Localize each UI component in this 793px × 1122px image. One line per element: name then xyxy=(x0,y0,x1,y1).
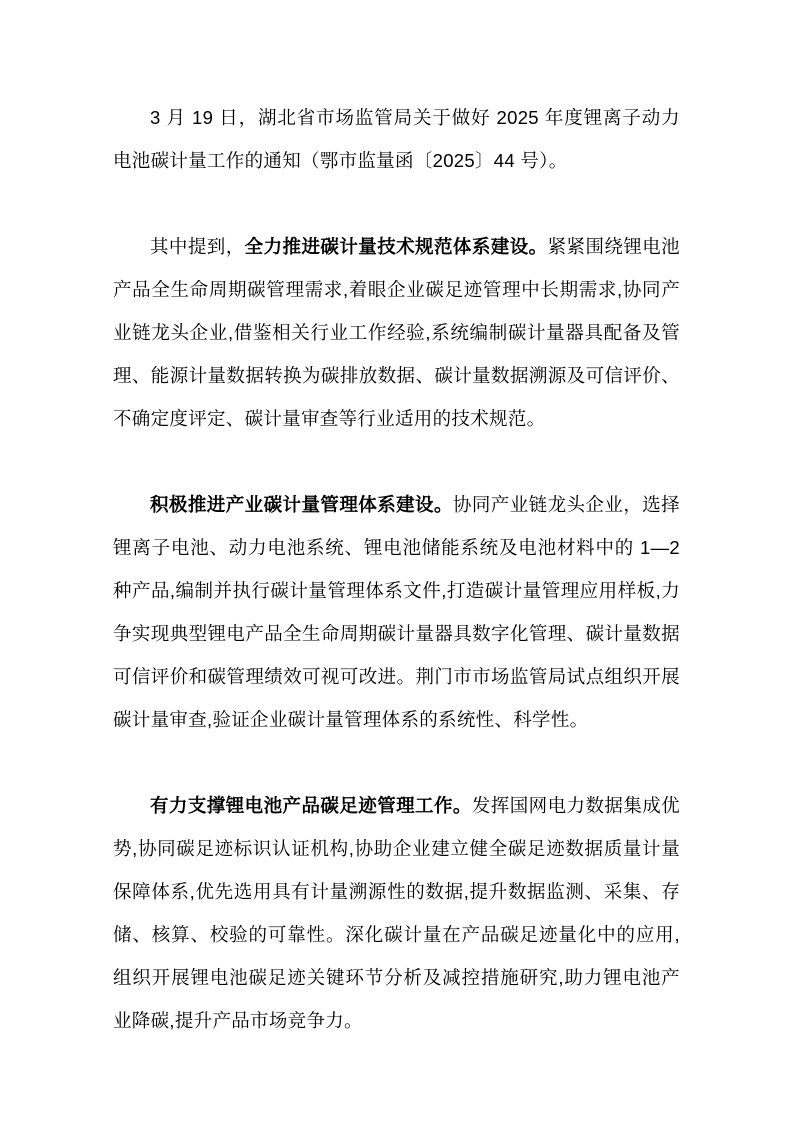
paragraph xyxy=(113,225,680,440)
bold-run: 全力推进碳计量技术规范体系建设。 xyxy=(244,236,548,257)
document-body xyxy=(113,96,680,1042)
text-run: 发挥国网电力数据集成优势,协同碳足迹标识认证机构,协助企业建立健全碳足迹数据质量计量保障体系,优先选用具有计量溯源性的数据,提升数据监测、采集、存储、核算、校验的可靠性。深化碳计量在产品碳足迹量化中的应用,组织开展锂电池碳足迹关键环节分析及减控措施研究,助力锂电池产业降碳,提升产品市场竞争力。 xyxy=(113,795,680,1031)
text-run: 3 月 19 日，湖北省市场监管局关于做好 2025 年度锂离子动力电池碳计量工作的通知（鄂市监量函〔2025〕44 号）。 xyxy=(113,107,680,171)
bold-run: 积极推进产业碳计量管理体系建设。 xyxy=(150,494,453,515)
paragraph xyxy=(113,483,680,741)
bold-run: 有力支撑锂电池产品碳足迹管理工作。 xyxy=(150,795,472,816)
paragraph xyxy=(113,96,680,182)
text-run: 紧紧围绕锂电池产品全生命周期碳管理需求,着眼企业碳足迹管理中长期需求,协同产业链龙头企业,借鉴相关行业工作经验,系统编制碳计量器具配备及管理、能源计量数据转换为碳排放数据、碳计量数据溯源及可信评价、不确定度评定、碳计量审查等行业适用的技术规范。 xyxy=(113,236,680,429)
text-run: 其中提到， xyxy=(150,236,245,257)
text-run: 协同产业链龙头企业，选择锂离子电池、动力电池系统、锂电池储能系统及电池材料中的 1—2 种产品,编制并执行碳计量管理体系文件,打造碳计量管理应用样板,力争实现典型锂电产品全生命周期碳计量器具数字化管理、碳计量数据可信评价和碳管理绩效可视可改进。荆门市市场监管局试点组织开展碳计量审查,验证企业碳计量管理体系的系统性、科学性。 xyxy=(113,494,680,730)
paragraph xyxy=(113,784,680,1042)
